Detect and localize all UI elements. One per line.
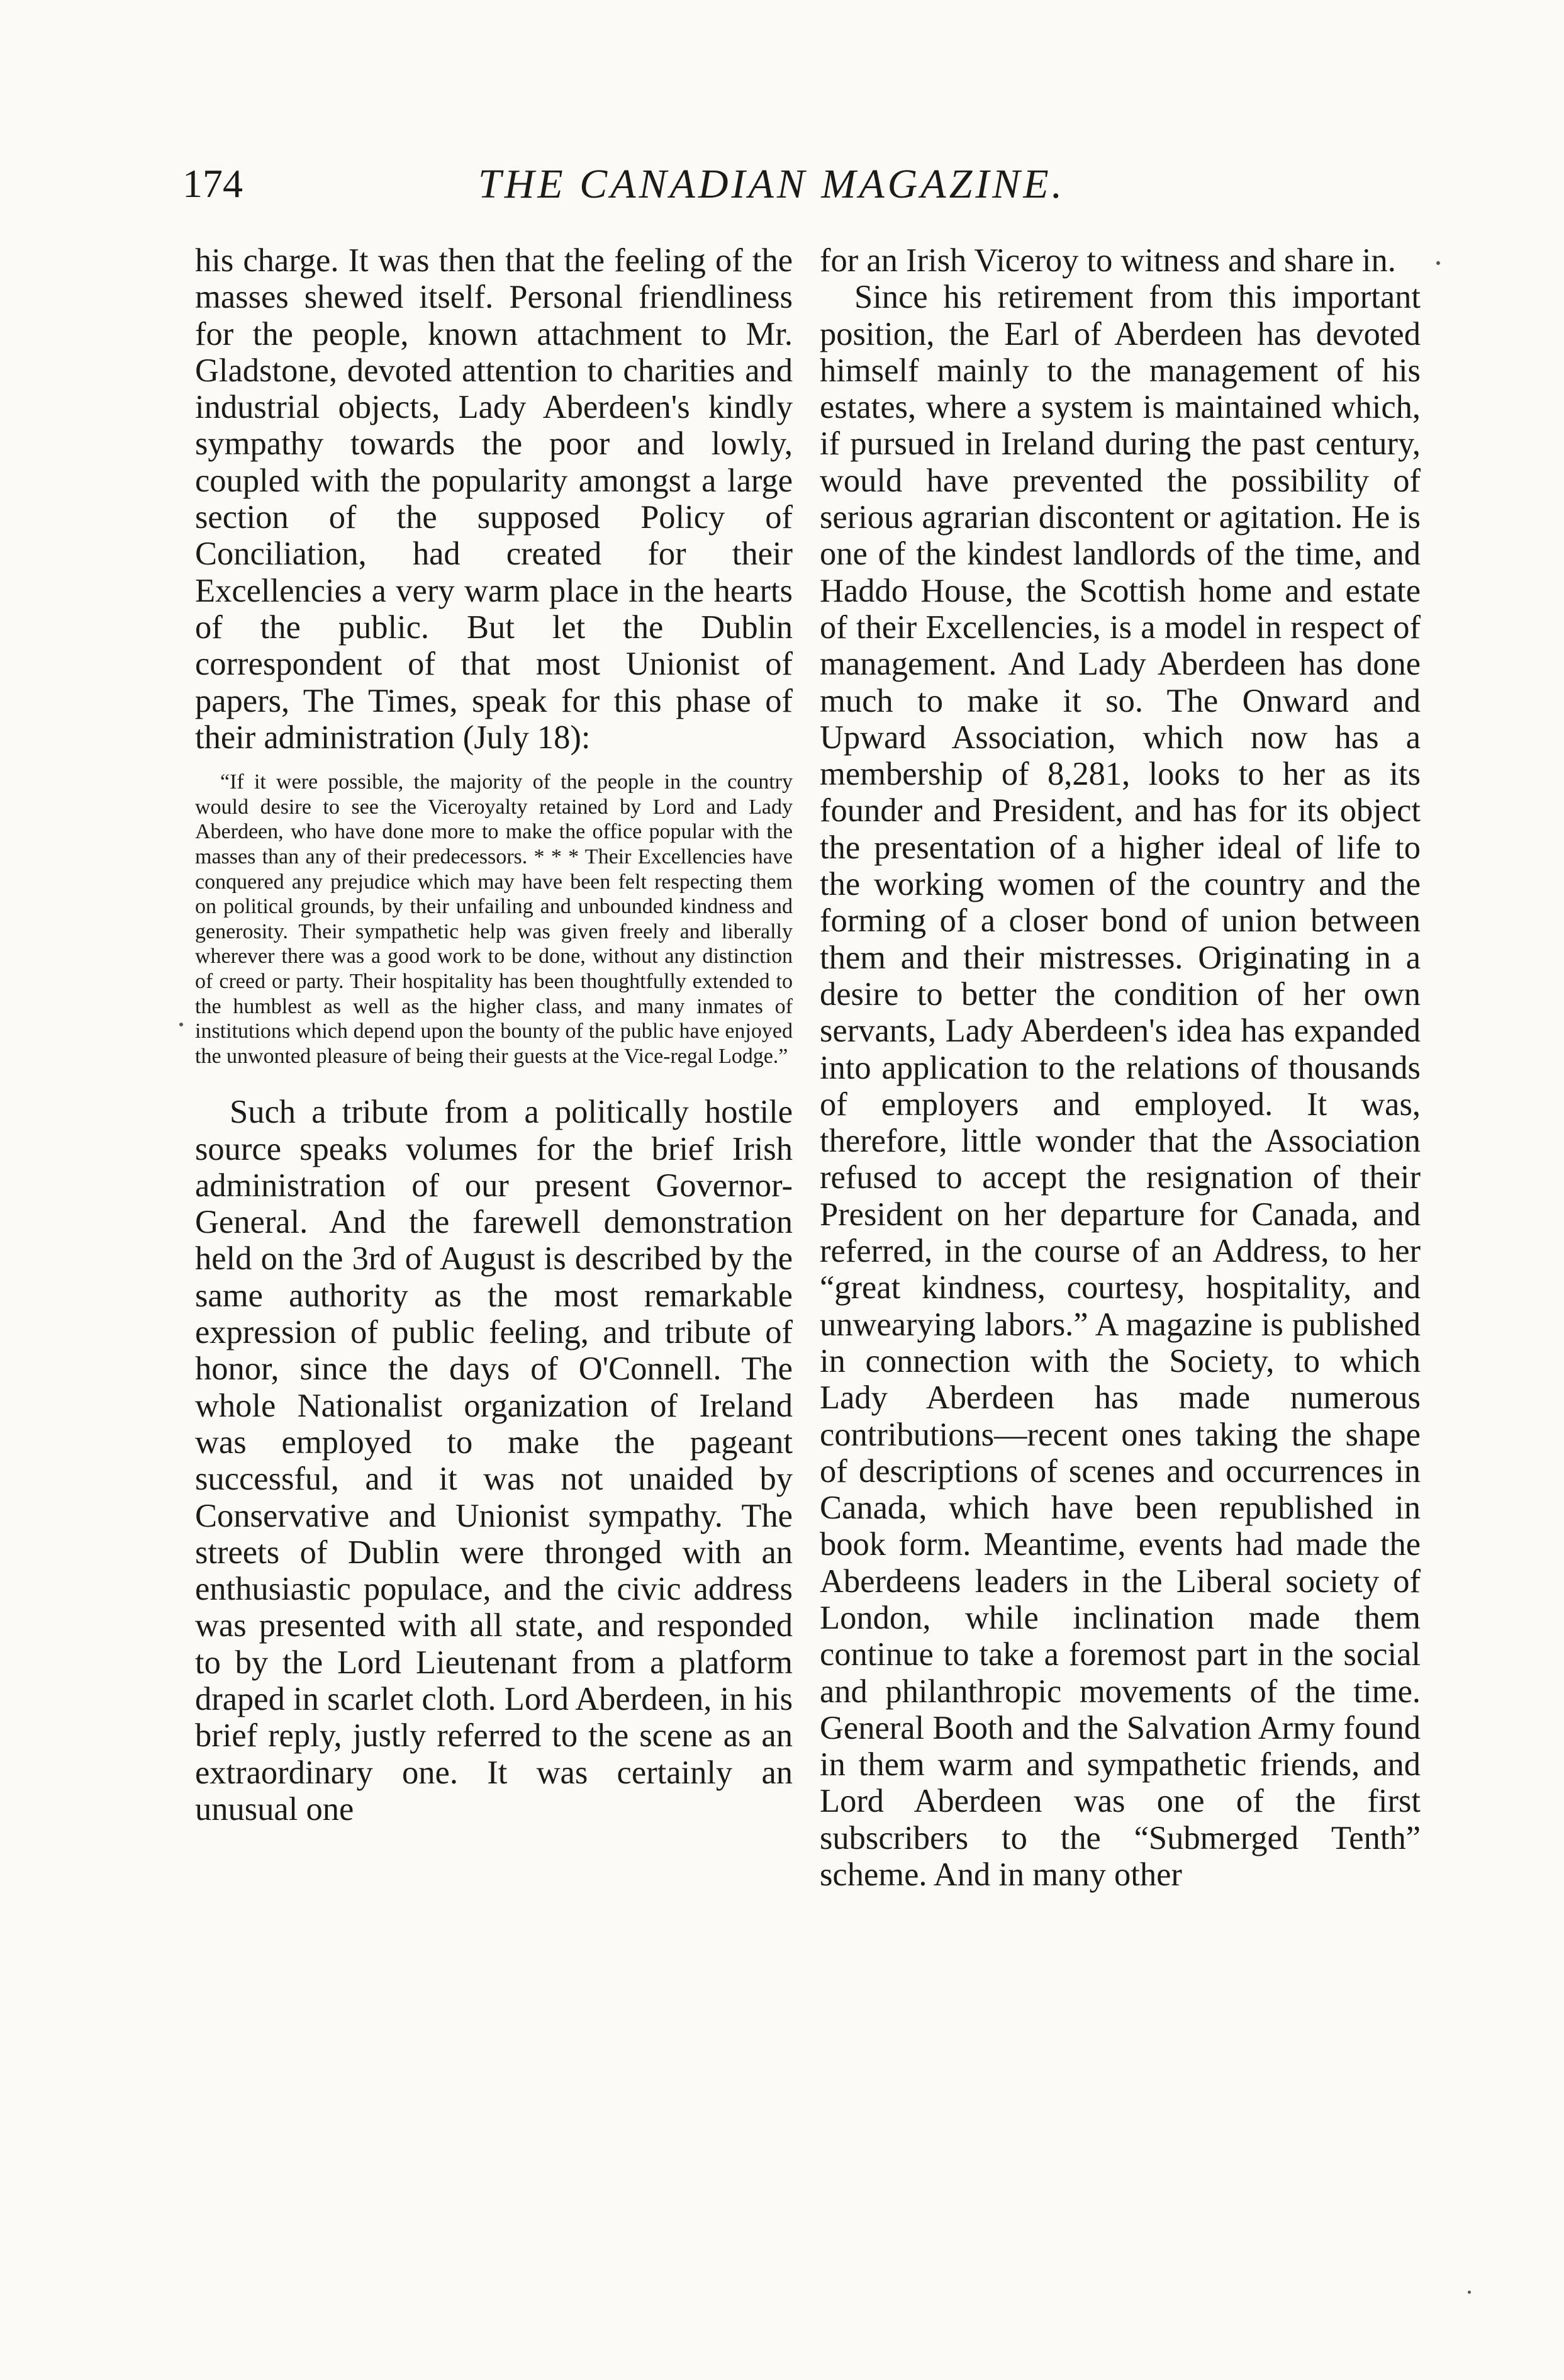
scan-speck bbox=[1436, 261, 1440, 265]
left-column bbox=[195, 242, 793, 1827]
left-paragraph-1: his charge. It was then that the feeling of the masses shewed itself. Personal friendliness for the people, known attachment to Mr. Gladstone, devoted attention to charities and industrial objects, Lady Aberdeen's kindly sympathy towards the poor and lowly, coupled with the popularity amongst a large section of the supposed Policy of Conciliation, had created for their Excellencies a very warm place in the hearts of the public. But let the Dublin correspondent of that most Unionist of papers, The Times, speak for this phase of their administration (July 18): bbox=[195, 242, 793, 756]
times-quotation: “If it were possible, the majority of the people in the country would desire to see the Viceroyalty retained by Lord and Lady Aberdeen, who have done more to make the office popular with the masses than any of their predecessors. * * * Their Excellencies have conquered any prejudice which may have been felt respecting them on political grounds, by their unfailing and unbounded kindness and generosity. Their sympathetic help was given freely and liberally wherever there was a good work to be done, without any distinction of creed or party. Their hospitality has been thoughtfully extended to the humblest as well as the higher class, and many inmates of institutions which depend upon the bounty of the public have enjoyed the unwonted pleasure of being their guests at the Vice-regal Lodge.” bbox=[195, 770, 793, 1068]
right-column bbox=[820, 242, 1421, 1893]
left-paragraph-2: Such a tribute from a politically hostile source speaks volumes for the brief Irish administration of our present Governor-General. And the farewell demonstration held on the 3rd of August is described by the same authority as the most remarkable expression of public feeling, and tribute of honor, since the days of O'Connell. The whole Nationalist organization of Ireland was employed to make the pageant successful, and it was not unaided by Conservative and Unionist sympathy. The streets of Dublin were thronged with an enthusiastic populace, and the civic address was presented with all state, and responded to by the Lord Lieutenant from a platform draped in scarlet cloth. Lord Aberdeen, in his brief reply, justly referred to the scene as an extraordinary one. It was certainly an unusual one bbox=[195, 1094, 793, 1827]
page-number: 174 bbox=[182, 161, 243, 206]
right-paragraph-1: for an Irish Viceroy to witness and share in. bbox=[820, 242, 1396, 279]
scan-speck bbox=[1468, 2291, 1471, 2294]
scan-speck bbox=[179, 1023, 183, 1026]
page-header bbox=[182, 160, 1409, 217]
running-title: THE CANADIAN MAGAZINE. bbox=[478, 161, 1066, 207]
right-paragraph-2: Since his retirement from this important position, the Earl of Aberdeen has devoted himself mainly to the management of his estates, where a system is maintained which, if pursued in Ireland during the past century, would have prevented the possibility of serious agrarian discontent or agitation. He is one of the kindest landlords of the time, and Haddo House, the Scottish home and estate of their Excellencies, is a model in respect of management. And Lady Aberdeen has done much to make it so. The Onward and Upward Association, which now has a membership of 8,281, looks to her as its founder and President, and has for its object the presentation of a higher ideal of life to the working women of the country and the forming of a closer bond of union between them and their mistresses. Originating in a desire to better the condition of her own servants, Lady Aberdeen's idea has expanded into application to the relations of thousands of employers and employed. It was, therefore, little wonder that the Association refused to accept the resignation of their President on her departure for Canada, and referred, in the course of an Address, to her “great kindness, courtesy, hospitality, and unwearying labors.” A magazine is published in connection with the Society, to which Lady Aberdeen has made numerous contributions—recent ones taking the shape of descriptions of scenes and occurrences in Canada, which have been republished in book form. Meantime, events had made the Aberdeens leaders in the Liberal society of London, while inclination made them continue to take a foremost part in the social and philanthropic movements of the time. General Booth and the Salvation Army found in them warm and sympathetic friends, and Lord Aberdeen was one of the first subscribers to the “Submerged Tenth” scheme. And in many other bbox=[820, 279, 1421, 1894]
